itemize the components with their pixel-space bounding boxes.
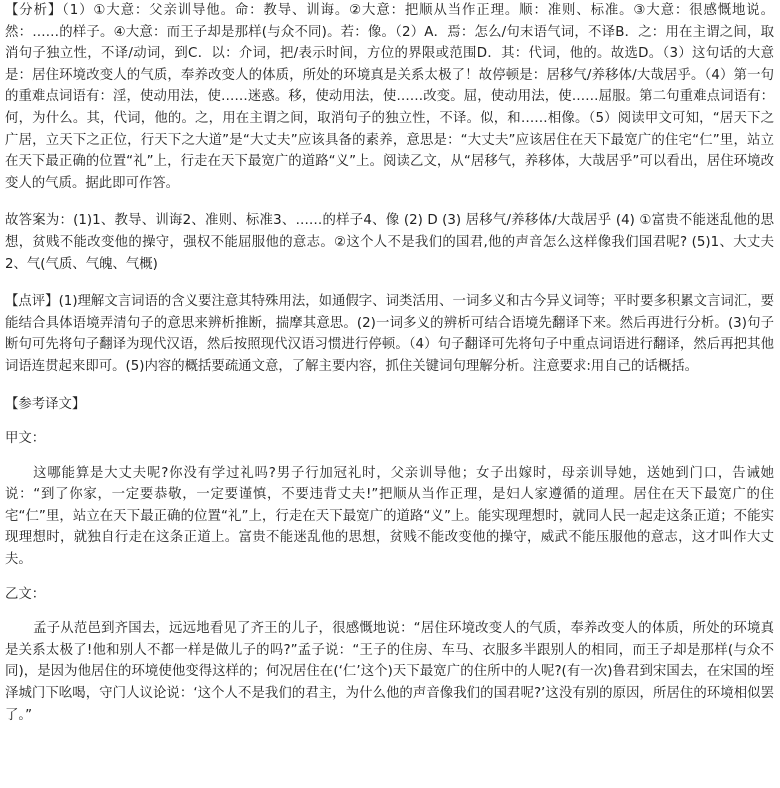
reference-heading: 【参考译文】 [5,396,86,412]
spacer [5,605,774,618]
yi-translation: 孟子从范邑到齐国去，远远地看见了齐王的儿子，很感慨地说：“居住环境改变人的气质，奉养改变人的体质，所处的环境真是关系太极了!他和别人不都一样是做儿子的吗?”孟子说：“王子的住房、车马、衣服多半跟别人的相同，而王子却是那样(与众不同)，是因为他居住的环境使他变得这样的；何况居住在(‘仁’这个)天下最宽广的住所中的人呢?(有一次)鲁君到宋国去，在宋国的垤泽城门下吆喝，守门人议论说：‘这个人不是我们的君主，为什么他的声音像我们的国君呢?’这没有别的原因，所居住的环境相似罢了。” [5,621,774,723]
spacer [5,450,774,463]
spacer [5,275,774,291]
jia-translation: 这哪能算是大丈夫呢?你没有学过礼吗?男子行加冠礼时，父亲训导他；女子出嫁时，母亲训导她，送她到门口，告诫她说：“到了你家，一定要恭敬，一定要谨慎，不要违背丈夫!”把顺从当作正理，是妇人家遵循的道理。居住在天下最宽广的住宅“仁”里，站立在天下最正确的位置“礼”上，行走在天下最宽广的道路“义”上。能实现理想时，就同人民一起走这条正道；不能实现理想时，就独自行走在这条正道上。富贵不能迷乱他的思想，贫贱不能改变他的操守，威武不能压服他的意志，这才叫作大丈夫。 [5,465,774,568]
jia-label: 甲文： [5,431,46,447]
spacer [5,378,774,394]
spacer [5,415,774,428]
comment-paragraph: 【点评】(1)理解文言词语的含义要注意其特殊用法，如通假字、词类活用、一词多义和古今异义词等；平时要多积累文言词汇，要能结合具体语境弄清句子的意思来辨析推断，揣摩其意思。(2)一词多义的辨析可结合语境先翻译下来。然后再进行分析。(3)句子断句可先将句子翻译为现代汉语，然后按照现代汉语习惯进行停顿。（4）句子翻译可先将句子中重点词语进行翻译，然后再把其他词语连贯起来即可。(5)内容的概括要疏通文意，了解主要内容，抓住关键词句理解分析。注意要求:用自己的话概括。 [5,294,774,374]
spacer [5,571,774,584]
analysis-paragraph: 【分析】（1）①大意：父亲训导他。命：教导、训诲。②大意：把顺从当作正理。顺：准则、标准。③大意：很感慨地说。然：……的样子。④大意：而王子却是那样(与众不同)。若：像。（2）A．焉：怎么/句末语气词，不译B．之：用在主谓之间，取消句子独立性，不译/动词，到C．以：介词，把/表示时间，方位的界限或范围D．其：代词，他的。故选D。（3）这句话的大意是：居住环境改变人的气质，奉养改变人的体质，所处的环境真是关系太极了！故停顿是：居移气/养移体/大哉居乎。（4）第一句的重难点词语有：淫，使动用法，使……迷惑。移，使动用法，使……改变。屈，使动用法，使……屈服。第二句重难点词语有：何，为什么。其，代词，他的。之，用在主谓之间，取消句子的独立性，不译。似，和……相像。（5）阅读甲文可知，“居天下之广居，立天下之正位，行天下之大道”是“大丈夫”应该具备的素养，意思是：“大丈夫”应该居住在天下最宽广的住宅“仁”里，站立在天下最正确的位置“礼”上，行走在天下最宽广的道路“义”上。阅读乙文，从“居移气，养移体，大哉居乎”可以看出，居住环境改变人的气质。据此即可作答。 [5,3,774,191]
spacer [5,194,774,210]
answer-paragraph: 故答案为：(1)1、教导、训诲2、准则、标准3、……的样子4、像 (2) D (3) 居移气/养移体/大哉居乎 (4) ①富贵不能迷乱他的思想，贫贱不能改变他的操守，强权不能屈服他的意志。②这个人不是我们的国君,他的声音怎么这样像我们国君呢? (5)1、大丈夫2、气(气质、气魄、气概) [5,213,774,272]
yi-label: 乙文： [5,586,46,602]
